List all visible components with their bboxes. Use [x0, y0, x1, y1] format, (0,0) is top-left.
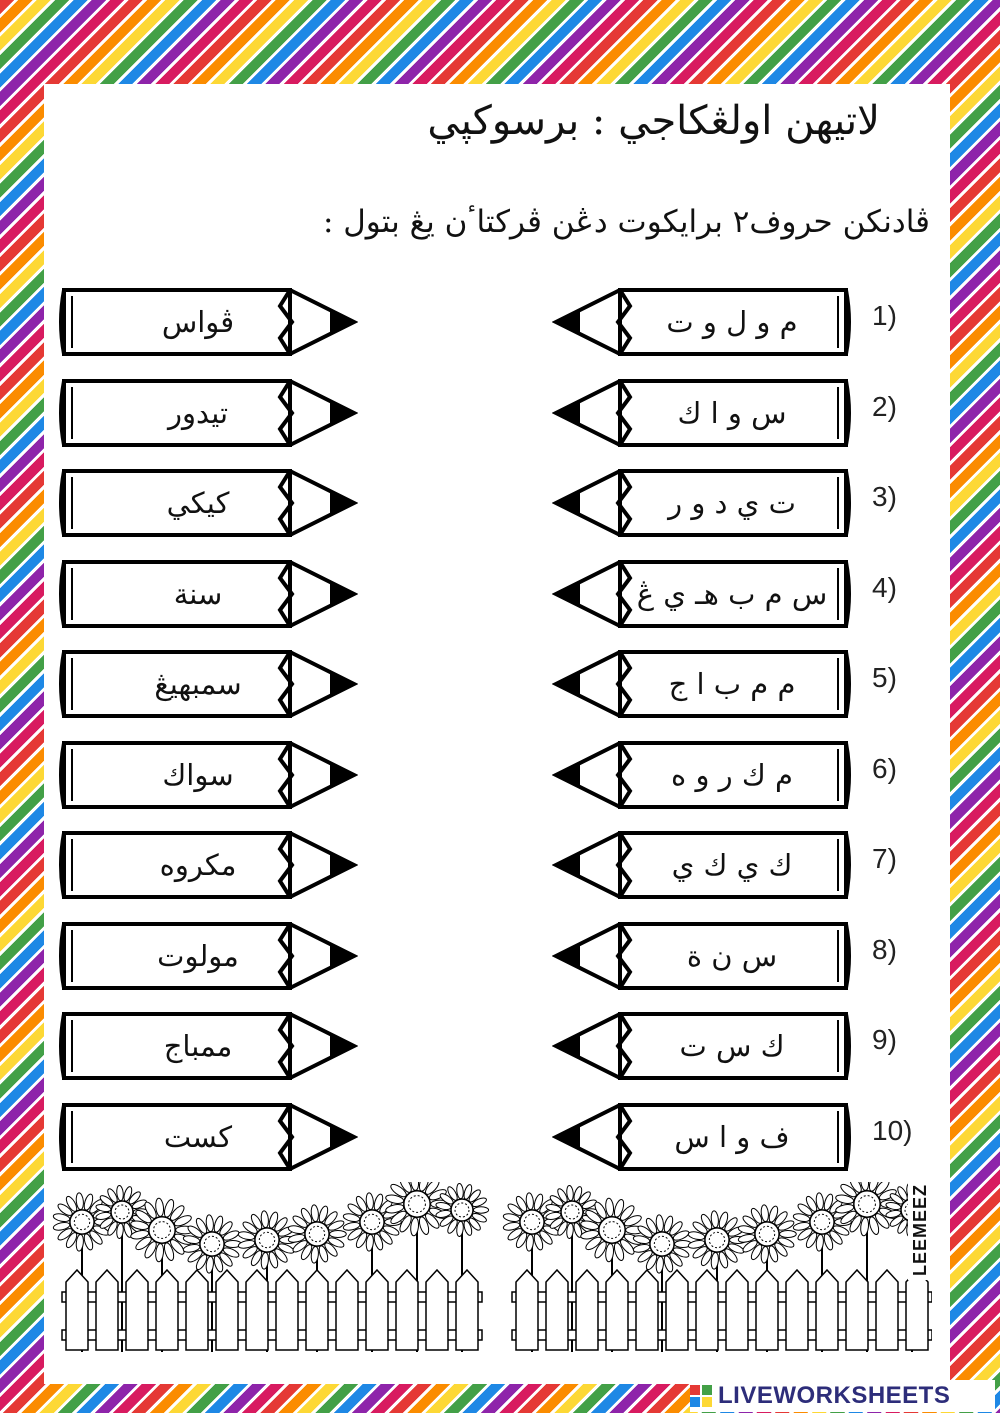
match-row	[44, 916, 950, 996]
letters-pencil[interactable]	[552, 465, 852, 541]
letters-pencil[interactable]	[552, 737, 852, 813]
word-pencil[interactable]	[58, 1008, 358, 1084]
letters-pencil[interactable]	[552, 646, 852, 722]
row-number: 10)	[872, 1114, 913, 1146]
match-row	[44, 735, 950, 815]
row-number: 2)	[872, 390, 897, 422]
word-label: سمبهيڠ	[154, 667, 242, 701]
word-pencil[interactable]	[58, 556, 358, 632]
letters-pencil[interactable]	[552, 827, 852, 903]
letters-pencil[interactable]	[552, 1008, 852, 1084]
word-label: ممباج	[163, 1029, 233, 1063]
letters-pencil[interactable]	[552, 918, 852, 994]
row-number: 9)	[872, 1024, 897, 1055]
word-pencil[interactable]	[58, 284, 358, 360]
worksheet	[44, 84, 950, 1384]
letters-label: ت ي د و ر	[668, 486, 796, 520]
word-pencil[interactable]	[58, 827, 358, 903]
letters-label: م و ل و ت	[666, 305, 798, 339]
letters-pencil[interactable]	[552, 556, 852, 632]
row-number: 8)	[872, 933, 897, 965]
sunflower-fence-illustration	[52, 1182, 932, 1352]
word-pencil[interactable]	[58, 1099, 358, 1175]
letters-pencil[interactable]	[552, 1099, 852, 1175]
row-number: 6)	[872, 752, 897, 784]
letters-pencil[interactable]	[552, 375, 852, 451]
brand-watermark: LEEMEEZ	[908, 1180, 942, 1280]
letters-label: ف و ا س	[674, 1119, 790, 1154]
letters-label: س م ب هـ ي ڠ	[636, 576, 828, 611]
letters-label: م ك ر و ه	[671, 757, 793, 792]
word-pencil[interactable]	[58, 375, 358, 451]
word-pencil[interactable]	[58, 465, 358, 541]
word-label: سنة	[173, 576, 223, 611]
liveworksheets-logo[interactable]	[690, 1380, 995, 1412]
word-label: مولوت	[157, 938, 239, 973]
match-row	[44, 373, 950, 453]
letters-pencil[interactable]	[552, 284, 852, 360]
word-pencil[interactable]	[58, 918, 358, 994]
match-row	[44, 554, 950, 634]
row-number: 7)	[872, 843, 897, 874]
worksheet-title: لاتيهن اولڠكاجي : برسوكڽي	[427, 98, 880, 144]
word-label: كيكي	[166, 486, 230, 520]
row-number: 5)	[872, 662, 897, 693]
word-label: كست	[163, 1119, 233, 1154]
row-number: 4)	[872, 571, 897, 603]
match-row	[44, 825, 950, 905]
word-pencil[interactable]	[58, 737, 358, 813]
letters-label: س و ا ك	[677, 395, 787, 430]
word-label: ڤواس	[161, 305, 235, 339]
logo-text: LIVEWORKSHEETS	[718, 1382, 951, 1409]
row-number: 1)	[872, 300, 897, 331]
word-label: سواك	[162, 757, 234, 792]
match-row	[44, 1006, 950, 1086]
match-row	[44, 644, 950, 724]
letters-label: م م ب ا ج	[668, 667, 796, 701]
letters-label: ك ي ك ي	[671, 848, 793, 882]
word-pencil[interactable]	[58, 646, 358, 722]
match-row	[44, 1097, 950, 1177]
row-number: 3)	[872, 481, 897, 512]
match-row	[44, 282, 950, 362]
letters-label: ك س ت	[679, 1029, 785, 1063]
match-row	[44, 463, 950, 543]
word-label: مكروه	[159, 848, 237, 882]
instruction-text: ڤادنكن حروف٢ برايكوت دڠن ڤركتاٴن يڠ بتول :	[322, 204, 930, 240]
logo-icon	[690, 1385, 712, 1407]
word-label: تيدور	[167, 395, 229, 430]
letters-label: س ن ة	[686, 938, 778, 973]
